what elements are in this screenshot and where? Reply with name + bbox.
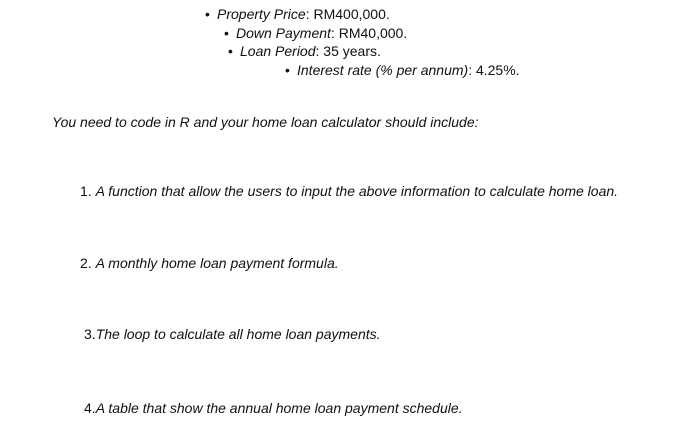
bullet-down-payment: • Down Payment: RM40,000. <box>224 25 408 41</box>
requirement-number: 3. <box>84 326 96 342</box>
bullet-value: RM40,000. <box>338 25 408 41</box>
requirement-text: A table that show the annual home loan payment schedule. <box>95 400 463 416</box>
bullet-dot-icon: • <box>224 25 229 41</box>
bullet-label: Down Payment <box>236 25 331 41</box>
bullet-value: 4.25%. <box>475 62 520 78</box>
bullet-property-price: • Property Price: RM400,000. <box>205 6 390 22</box>
requirement-text: A monthly home loan payment formula. <box>95 255 339 271</box>
bullet-label: Loan Period <box>240 43 316 59</box>
bullet-dot-icon: • <box>285 62 290 78</box>
requirement-text: A function that allow the users to input the above information to calculate home loan. <box>95 183 619 199</box>
requirement-number: 4. <box>84 400 96 416</box>
bullet-label: Property Price <box>217 6 306 22</box>
bullet-value: RM400,000. <box>313 6 390 22</box>
bullet-dot-icon: • <box>228 43 233 59</box>
requirement-item <box>80 255 339 271</box>
requirement-item <box>80 183 618 199</box>
requirement-number: 1. <box>80 183 92 199</box>
requirement-item <box>84 400 463 416</box>
requirement-number: 2. <box>80 255 92 271</box>
requirement-item <box>84 326 381 342</box>
bullet-value: 35 years. <box>323 43 381 59</box>
bullet-dot-icon: • <box>205 6 210 22</box>
requirement-text: The loop to calculate all home loan payments. <box>95 326 381 342</box>
intro-text: You need to code in R and your home loan calculator should include: <box>52 114 479 130</box>
bullet-label: Interest rate (% per annum) <box>297 62 469 78</box>
bullet-interest-rate: • Interest rate (% per annum): 4.25%. <box>285 62 520 78</box>
bullet-loan-period: • Loan Period: 35 years. <box>228 43 381 59</box>
